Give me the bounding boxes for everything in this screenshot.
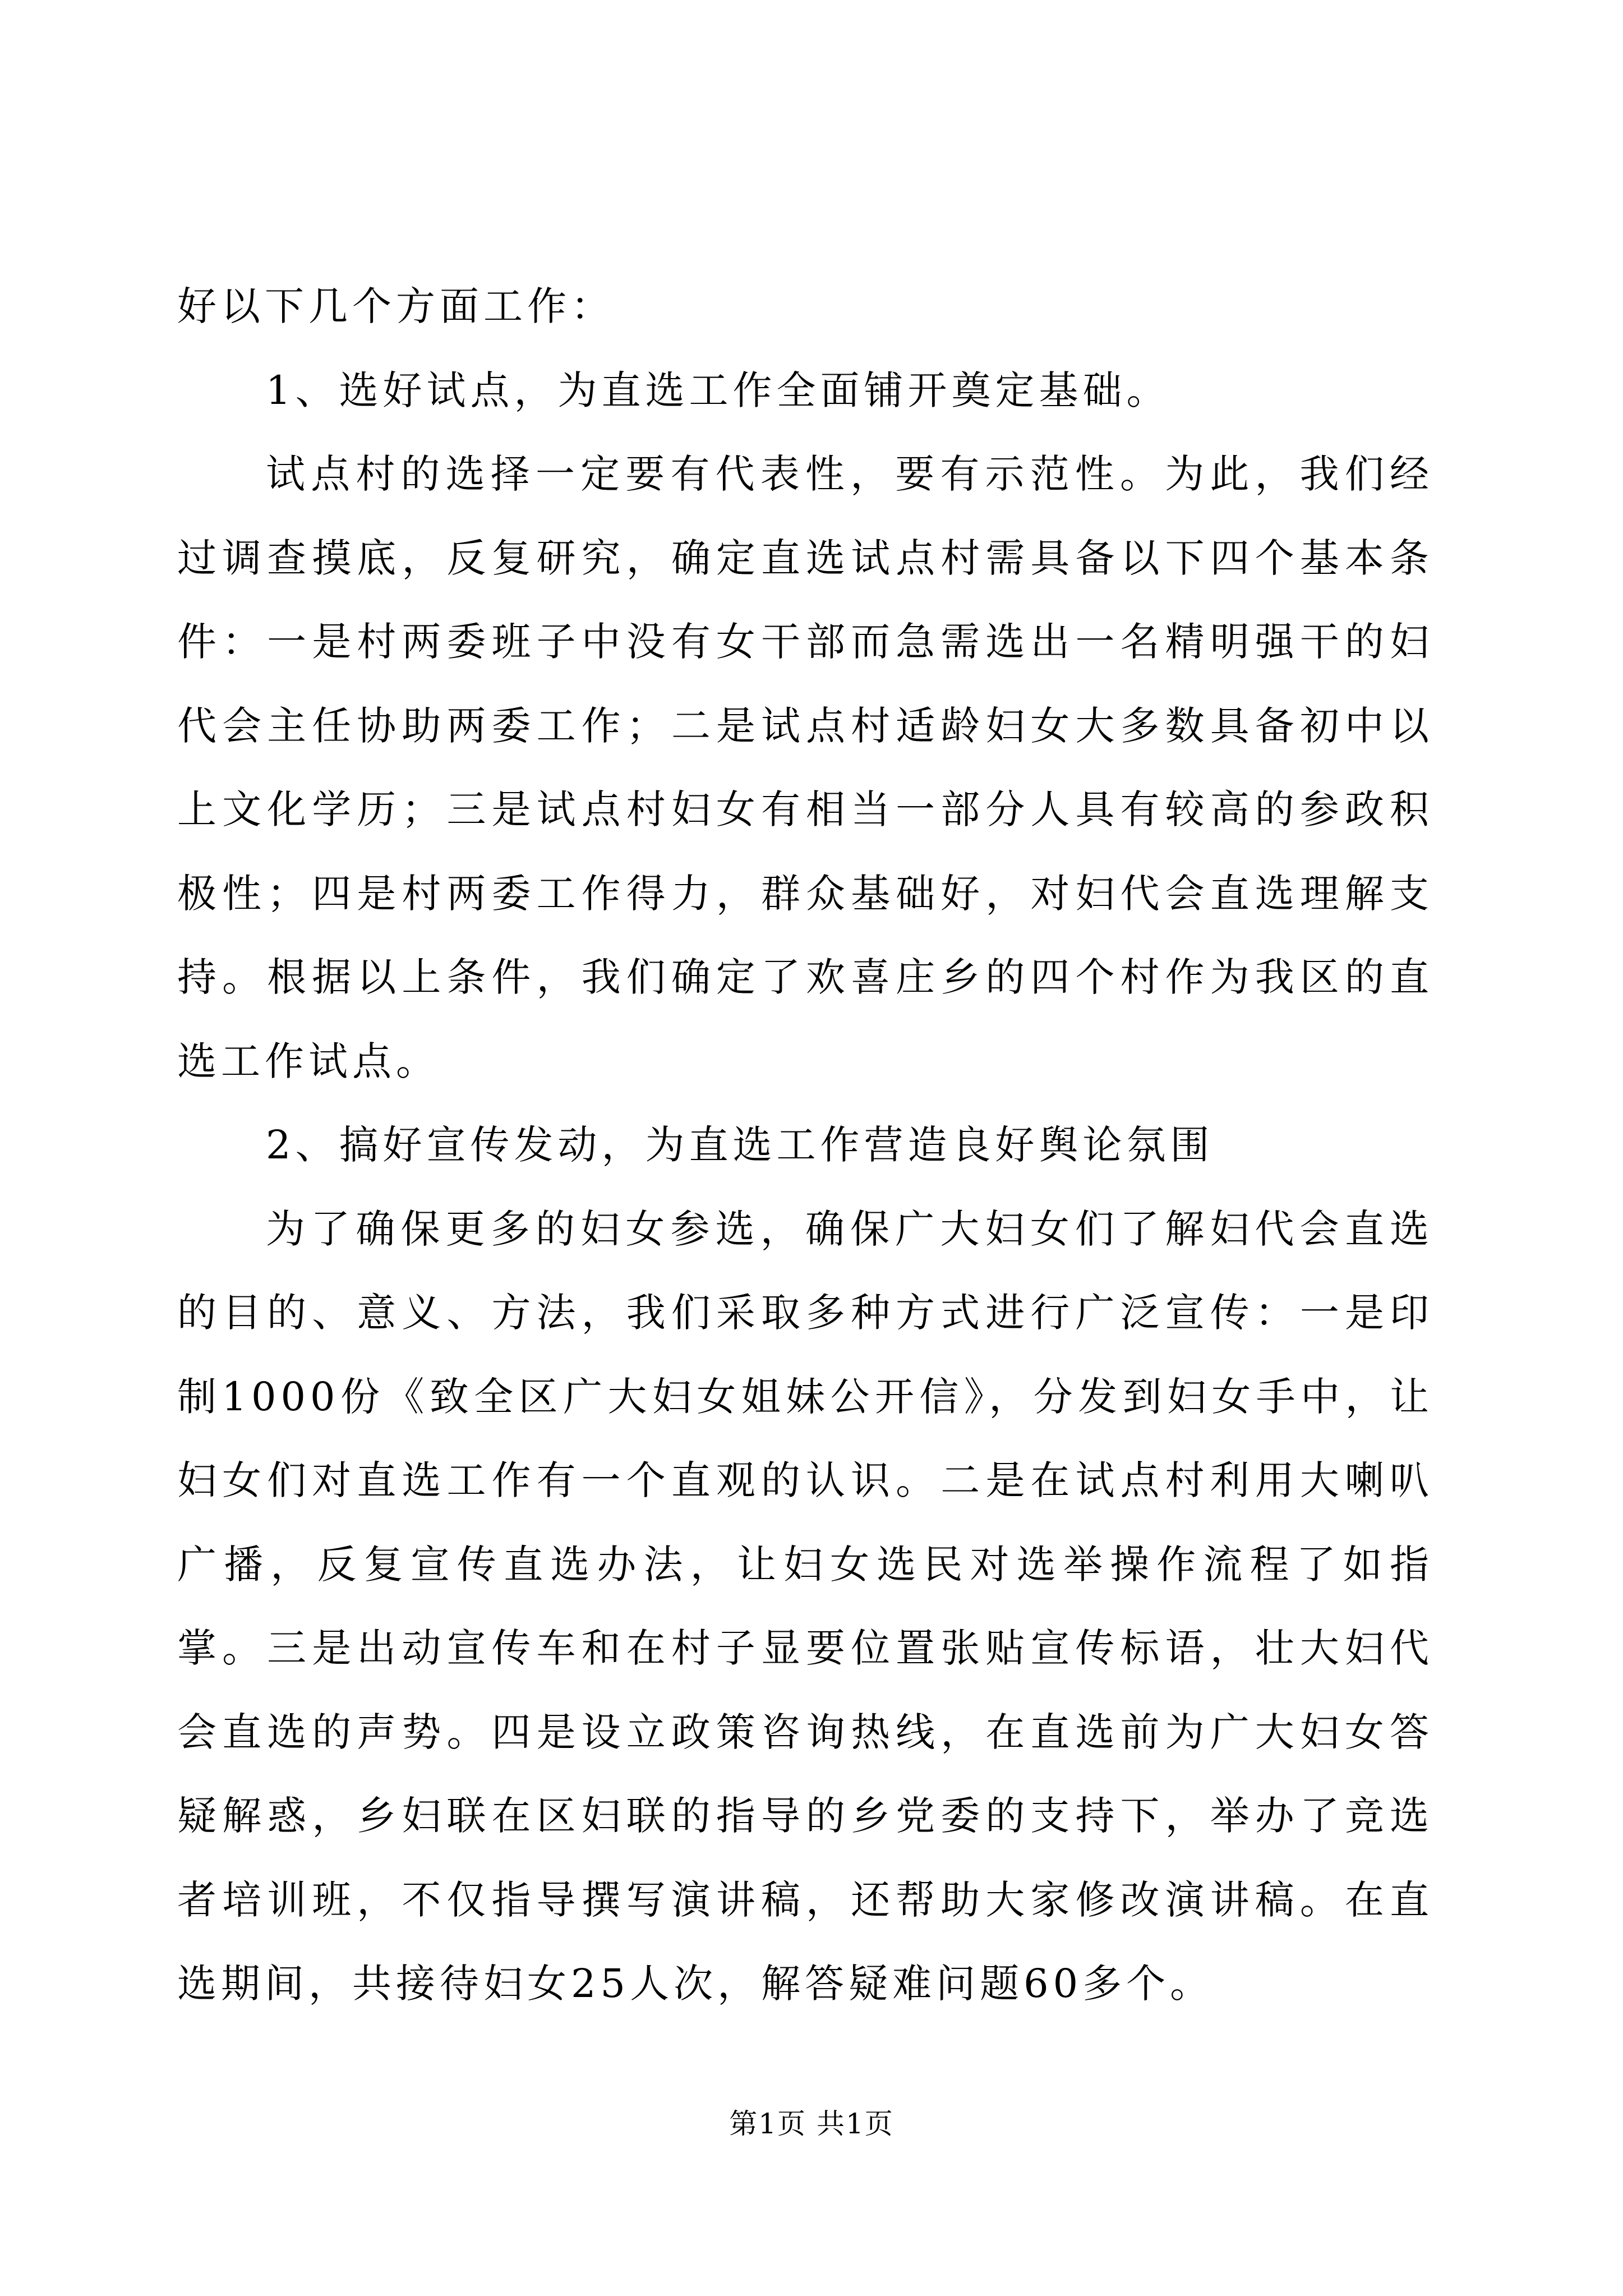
paragraph-pilot-selection: 试点村的选择一定要有代表性，要有示范性。为此，我们经过调查摸底，反复研究，确定直选试点村需具备以下四个基本条件：一是村两委班子中没有女干部而急需选出一名精明强干的妇代会主任协助两委工作；二是试点村适龄妇女大多数具备初中以上文化学历；三是试点村妇女有相当一部分人具有较高的参政积极性；四是村两委工作得力，群众基础好，对妇代会直选理解支持。根据以上条件，我们确定了欢喜庄乡的四个村作为我区的直选工作试点。 [177, 451, 1433, 1084]
paragraph-continuation: 好以下几个方面工作： [177, 283, 615, 329]
section-heading-2: 2、搞好宣传发动，为直选工作营造良好舆论氛围 [266, 1122, 1214, 1168]
section-heading-1: 1、选好试点，为直选工作全面铺开奠定基础。 [266, 367, 1170, 413]
paragraph-publicity: 为了确保更多的妇女参选，确保广大妇女们了解妇代会直选的目的、意义、方法，我们采取多种方式进行广泛宣传：一是印制1000份《致全区广大妇女姐妹公开信》，分发到妇女手中，让妇女们对直选工作有一个直观的认识。二是在试点村利用大喇叭广播，反复宣传直选办法，让妇女选民对选举操作流程了如指掌。三是出动宣传车和在村子显要位置张贴宣传标语，壮大妇代会直选的声势。四是设立政策咨询热线，在直选前为广大妇女答疑解惑，乡妇联在区妇联的指导的乡党委的支持下，举办了竞选者培训班，不仅指导撰写演讲稿，还帮助大家修改演讲稿。在直选期间，共接待妇女25人次，解答疑难问题60多个。 [177, 1205, 1433, 2007]
page-footer: 第1页 共1页 [729, 2108, 894, 2140]
document-body [177, 265, 1433, 2026]
